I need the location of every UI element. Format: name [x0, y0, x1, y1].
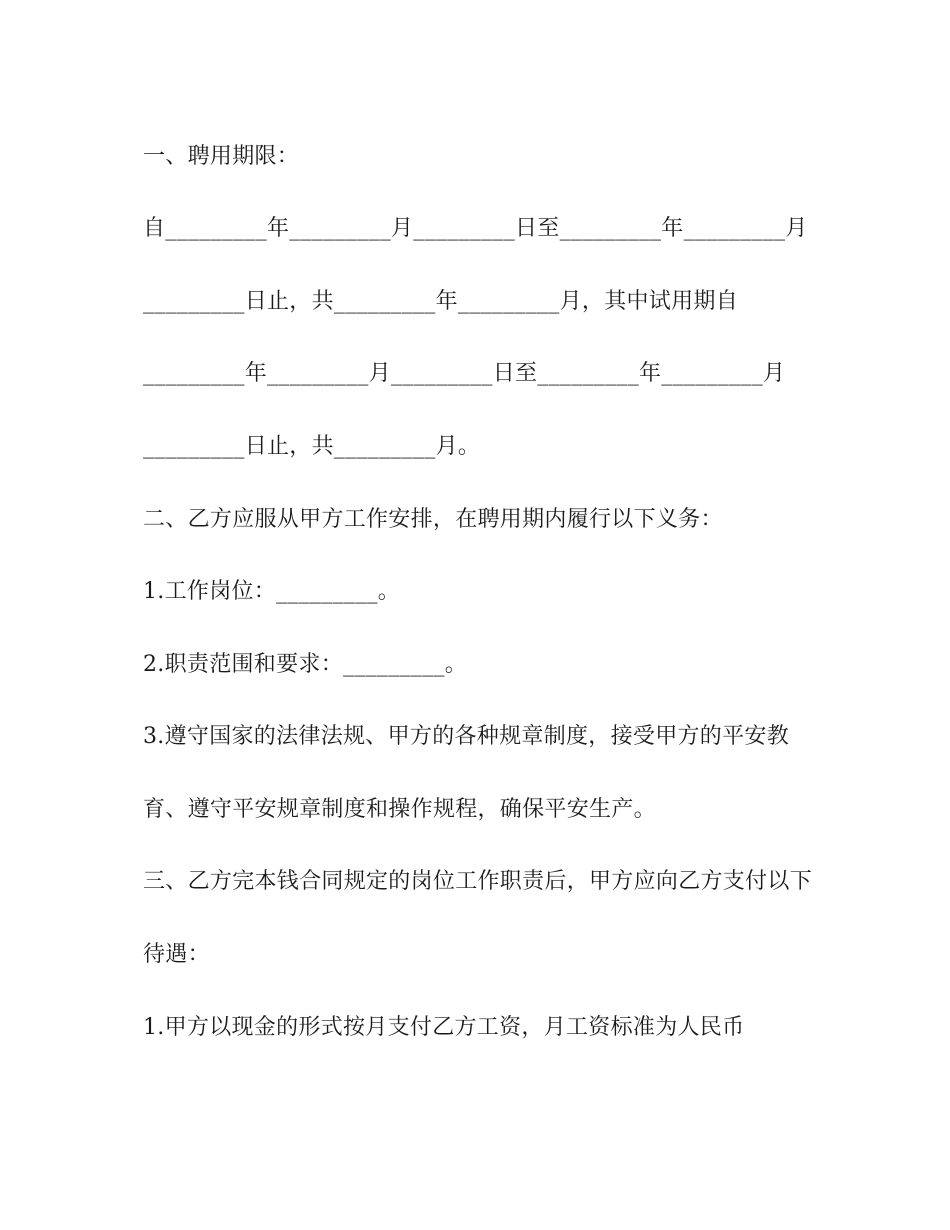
- duty-item-regulations-cont: 育、遵守平安规章制度和操作规程，确保平安生产。: [143, 797, 656, 822]
- duty-item-regulations: 3.遵守国家的法律法规、甲方的各种规章制度，接受甲方的平安教: [143, 724, 789, 749]
- compensation-item-salary: 1.甲方以现金的形式按月支付乙方工资，月工资标准为人民币: [143, 1015, 745, 1040]
- section-heading-compensation: 三、乙方完本钱合同规定的岗位工作职责后，甲方应向乙方支付以下: [143, 869, 813, 894]
- section-heading-term: 一、聘用期限：: [143, 144, 300, 169]
- duty-item-position: 1.工作岗位：_________。: [143, 579, 401, 604]
- section-heading-compensation-cont: 待遇：: [143, 942, 210, 967]
- term-dates-line: 自_________年_________月_________日至_________年_________月: [143, 216, 808, 241]
- duty-item-responsibilities: 2.职责范围和要求：_________。: [143, 652, 467, 677]
- section-heading-duties: 二、乙方应服从甲方工作安排，在聘用期内履行以下义务：: [143, 507, 723, 532]
- probation-dates-line: _________年_________月_________日至_________年_________月: [143, 361, 786, 386]
- term-duration-line: _________日止，共_________年_________月，其中试用期自: [143, 289, 739, 314]
- probation-duration-line: _________日止，共_________月。: [143, 434, 481, 459]
